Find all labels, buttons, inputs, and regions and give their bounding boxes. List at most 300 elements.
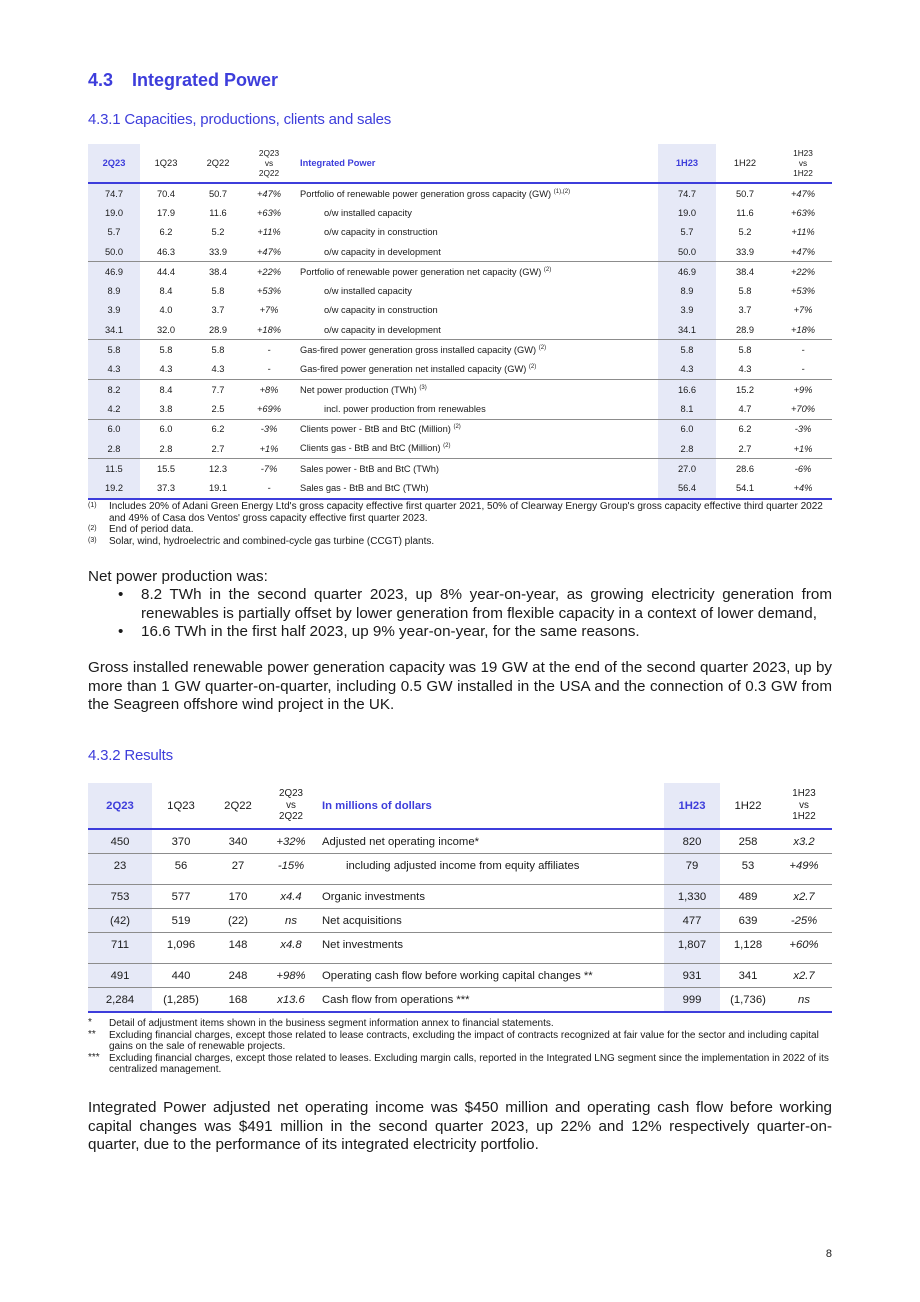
bullet-text: 16.6 TWh in the first half 2023, up 9% year-on-year, for the same reasons. [141, 623, 640, 640]
cell-vs-half: +1% [793, 443, 813, 454]
col-1q23: 1Q23 [154, 158, 178, 168]
footnote [88, 524, 832, 536]
cell-2q22: 12.3 [192, 459, 244, 479]
cell-1h22: 5.8 [738, 286, 752, 297]
cell-1h22: 11.6 [736, 207, 754, 218]
row-label [294, 183, 658, 203]
cell-2q22: 27 [210, 854, 266, 878]
cell-1q23: 2.8 [159, 443, 173, 454]
row-label-text: Gas-fired power generation gross installed capacity (GW) [300, 345, 537, 356]
cell-1h23: 8.1 [658, 399, 716, 419]
row-label-text: o/w capacity in development [324, 246, 441, 257]
footnote-mark: *** [88, 1051, 100, 1063]
table-row [88, 439, 832, 459]
cell-1h23: 4.3 [658, 360, 716, 380]
cell-2q23: 74.7 [88, 183, 140, 203]
cell-1q23: 37.3 [140, 478, 192, 498]
footnote-text: End of period data. [109, 524, 194, 535]
col-1q23: 1Q23 [167, 799, 195, 812]
table-row [88, 203, 832, 222]
table-row [88, 262, 832, 282]
cell-1h23: 50.0 [658, 242, 716, 262]
table-row [88, 933, 832, 957]
cell-1h22: 489 [738, 890, 758, 903]
cell-vs-half: +9% [774, 379, 832, 399]
page-number: 8 [825, 1248, 832, 1260]
row-label: including adjusted income from equity affiliates [316, 854, 664, 878]
vs-mid: vs [286, 799, 296, 811]
cell-1q23: 8.4 [140, 379, 192, 399]
table-row [88, 183, 832, 203]
cell-1q23: 577 [171, 890, 191, 903]
cell-1h23: 1,330 [664, 885, 720, 909]
cell-1h22: (1,736) [720, 988, 776, 1013]
cell-vs-quarter: +47% [256, 246, 282, 257]
footnote-text: Excluding financial charges, except those related to lease contracts, excluding the impact of contracts recognized at fair value for the sector and including capital gains on the sale of renewable projects. [109, 1029, 819, 1052]
cell-2q22: 33.9 [208, 246, 228, 257]
table-row [88, 223, 832, 242]
hvs-bot: 1H22 [793, 168, 813, 178]
cell-1q23: 17.9 [156, 207, 176, 218]
col-2q22: 2Q22 [224, 799, 252, 812]
cell-2q23: 8.9 [88, 281, 140, 300]
col-1h23: 1H23 [678, 799, 706, 812]
cell-vs-half: +53% [790, 286, 816, 297]
col-vs-half [776, 783, 832, 829]
cell-2q23: 753 [88, 885, 152, 909]
cell-2q23: 711 [88, 933, 152, 957]
table-header-row [88, 783, 832, 829]
row-label-text: o/w capacity in construction [324, 305, 438, 316]
cell-1h23: 999 [664, 988, 720, 1013]
cell-2q23: 8.2 [88, 379, 140, 399]
bullet-item [88, 623, 832, 642]
results-table [88, 783, 832, 1013]
cell-1h22: 28.9 [735, 324, 755, 335]
cell-2q23: 19.0 [88, 203, 140, 222]
row-label: Cash flow from operations *** [316, 988, 664, 1013]
cell-1h22: 258 [738, 835, 758, 848]
cell-2q23: 34.1 [88, 320, 140, 340]
cell-1q23: 15.5 [140, 459, 192, 479]
cell-vs-half: +70% [790, 403, 816, 414]
cell-1h22: 4.3 [738, 364, 752, 375]
cell-2q23: 50.0 [88, 242, 140, 262]
table-row [88, 399, 832, 419]
cell-vs-quarter: ns [266, 909, 316, 933]
cell-1h23: 5.8 [658, 340, 716, 360]
cell-1q23: 46.3 [156, 246, 176, 257]
cell-vs-quarter: - [244, 340, 294, 360]
cell-2q23: 2,284 [88, 988, 152, 1013]
footnote-mark: (1) [88, 502, 97, 509]
row-label-text: o/w installed capacity [324, 286, 412, 297]
cell-1h23: 46.9 [658, 262, 716, 282]
cell-2q23: 6.0 [88, 419, 140, 439]
vs-mid: vs [264, 158, 274, 168]
cell-1h23: 3.9 [658, 301, 716, 320]
cell-vs-half: - [774, 340, 832, 360]
cell-1h22: 1,128 [720, 933, 776, 957]
cell-vs-half: +47% [790, 188, 816, 199]
net-power-bullets [88, 586, 832, 642]
cell-2q22: 170 [228, 890, 248, 903]
cell-1q23: 32.0 [156, 324, 176, 335]
cell-1q23: 44.4 [140, 262, 192, 282]
cell-vs-half: +49% [776, 854, 832, 878]
col-vs-quarter [266, 783, 316, 829]
footnote-mark: (3) [88, 536, 97, 544]
cell-vs-half: ns [776, 988, 832, 1013]
cell-vs-quarter: - [267, 364, 271, 375]
cell-2q23: 3.9 [88, 301, 140, 320]
cell-2q23: 5.7 [88, 223, 140, 242]
section-title [88, 70, 278, 91]
row-label-text: o/w installed capacity [324, 207, 412, 218]
cell-1q23: 8.4 [159, 286, 173, 297]
footnote-text: Solar, wind, hydroelectric and combined-cycle gas turbine (CCGT) plants. [109, 535, 435, 547]
cell-1h23: 931 [664, 964, 720, 988]
cell-vs-quarter: +53% [256, 286, 282, 297]
row-label [294, 281, 658, 300]
cell-1h22: 5.2 [738, 227, 752, 238]
table-row [88, 340, 832, 360]
row-label-text: incl. power production from renewables [324, 403, 486, 414]
col-label: In millions of dollars [322, 799, 432, 812]
row-label [294, 223, 658, 242]
row-label [294, 320, 658, 340]
row-label: Operating cash flow before working capital changes ** [322, 969, 593, 982]
cell-2q22: 4.3 [211, 364, 225, 375]
cell-1h22: 6.2 [716, 419, 774, 439]
cell-vs-quarter: -15% [266, 854, 316, 878]
footnote-mark: (2) [88, 525, 97, 532]
cell-1q23: 440 [171, 969, 191, 982]
col-1h23: 1H23 [675, 158, 699, 168]
capacities-table [88, 144, 832, 500]
cell-2q22: 19.1 [192, 478, 244, 498]
row-label-text: Clients power - BtB and BtC (Million) [300, 424, 451, 435]
cell-2q22: 28.9 [208, 324, 228, 335]
footnote [88, 501, 832, 524]
col-vs-half [774, 144, 832, 183]
row-label-text: Sales gas - BtB and BtC (TWh) [300, 483, 429, 494]
cell-2q23: 2.8 [88, 439, 140, 459]
cell-vs-quarter: -7% [244, 459, 294, 479]
cell-1h22: 50.7 [735, 188, 755, 199]
table2-footnotes [88, 1018, 832, 1076]
row-label-text: Gas-fired power generation net installed capacity (GW) [300, 364, 527, 375]
hvs-mid: vs [799, 799, 809, 811]
cell-2q23: 5.8 [88, 340, 140, 360]
row-label-text: o/w capacity in development [324, 324, 441, 335]
cell-vs-half: +18% [790, 324, 816, 335]
subsection-title-1: 4.3.1 Capacities, productions, clients and sales [88, 111, 392, 128]
cell-1h22: 33.9 [735, 246, 755, 257]
cell-2q22: 7.7 [192, 379, 244, 399]
cell-2q23: 23 [88, 854, 152, 878]
footnote [88, 1030, 832, 1053]
cell-1h22: 639 [720, 909, 776, 933]
cell-1h23: 2.8 [658, 439, 716, 459]
cell-vs-half: - [801, 364, 805, 375]
row-label-text: Clients gas - BtB and BtC (Million) [300, 443, 441, 454]
row-label [294, 242, 658, 262]
subsection-title-2: 4.3.2 Results [88, 747, 173, 764]
footnote-ref: (3) [419, 384, 427, 391]
vs-top: 2Q23 [258, 148, 280, 158]
table-row [88, 242, 832, 262]
vs-bot: 2Q22 [258, 168, 280, 178]
cell-1q23: 519 [152, 909, 210, 933]
footnote [88, 1053, 832, 1076]
table-row [88, 478, 832, 498]
net-power-intro: Net power production was: [88, 568, 268, 585]
cell-1h23: 8.9 [658, 281, 716, 300]
cell-1q23: 370 [171, 835, 191, 848]
cell-2q22: 5.8 [192, 340, 244, 360]
row-label-text: Sales power - BtB and BtC (TWh) [300, 463, 439, 474]
cell-vs-quarter: +7% [259, 305, 279, 316]
cell-1h23: 27.0 [658, 459, 716, 479]
bullet-dot-icon: • [118, 586, 124, 603]
cell-1h22: 341 [738, 969, 758, 982]
cell-1q23: 4.3 [159, 364, 173, 375]
cell-vs-half: +11% [791, 227, 815, 238]
footnote-text: Excluding financial charges, except those related to leases. Excluding margin calls, reported in the Integrated LNG segment since the implementation in 2022 of its centralized management. [109, 1052, 829, 1075]
cell-1h22: 3.7 [738, 305, 752, 316]
cell-1q23: 3.8 [159, 403, 173, 414]
table-row [88, 281, 832, 300]
table-spacer [88, 877, 832, 885]
col-vs-quarter [244, 144, 294, 183]
results-table-body [88, 829, 832, 1012]
hvs-mid: vs [798, 158, 808, 168]
row-label-text: Portfolio of renewable power generation gross capacity (GW) [300, 188, 552, 199]
row-label-text: Portfolio of renewable power generation net capacity (GW) [300, 266, 542, 277]
cell-1h22: 38.4 [716, 262, 774, 282]
cell-vs-quarter: +1% [259, 443, 279, 454]
col-1h22: 1H22 [733, 158, 757, 168]
cell-2q22: 5.2 [211, 227, 225, 238]
table-row [88, 909, 832, 933]
vs-bot: 2Q22 [279, 811, 303, 823]
col-2q22: 2Q22 [206, 158, 230, 168]
bullet-text: 8.2 TWh in the second quarter 2023, up 8% year-on-year, as growing electricity generation from renewables is partially offset by lower generation from flexible capacity in a context of lower demand, [141, 586, 832, 622]
cell-2q23: 46.9 [88, 262, 140, 282]
cell-1h23: 56.4 [658, 478, 716, 498]
cell-2q22: 3.7 [211, 305, 225, 316]
cell-vs-half: +47% [790, 246, 816, 257]
cell-vs-half: +7% [793, 305, 813, 316]
footnote-ref: (1),(2) [553, 188, 571, 195]
col-label: Integrated Power [300, 158, 376, 168]
cell-vs-half: -3% [774, 419, 832, 439]
table-row [88, 988, 832, 1013]
table-row [88, 419, 832, 439]
cell-2q22: 5.8 [211, 286, 225, 297]
cell-2q22: 148 [210, 933, 266, 957]
row-label-text: o/w capacity in construction [324, 227, 438, 238]
row-label [294, 301, 658, 320]
cell-1h22: 28.6 [716, 459, 774, 479]
cell-2q22: (22) [210, 909, 266, 933]
hvs-top: 1H23 [793, 148, 813, 158]
footnote-mark: ** [88, 1028, 96, 1040]
cell-vs-quarter: +22% [244, 262, 294, 282]
gross-capacity-paragraph: Gross installed renewable power generation capacity was 19 GW at the end of the second quarter 2023, up by more than 1 GW quarter-on-quarter, including 0.5 GW installed in the USA and the connection of 0.3 GW from the Seagreen offshore wind project in the UK. [88, 659, 832, 713]
row-label [294, 203, 658, 222]
row-label [294, 439, 658, 459]
cell-1q23: 1,096 [152, 933, 210, 957]
cell-2q22: 248 [228, 969, 248, 982]
cell-1h23: 477 [664, 909, 720, 933]
cell-vs-half: +22% [774, 262, 832, 282]
cell-vs-half: -6% [774, 459, 832, 479]
cell-2q23: (42) [88, 909, 152, 933]
row-label [294, 262, 658, 282]
footnote-mark: * [88, 1017, 92, 1028]
table-row [88, 320, 832, 340]
cell-2q23: 491 [88, 964, 152, 988]
cell-2q22: 340 [228, 835, 248, 848]
cell-2q23: 450 [88, 829, 152, 854]
cell-2q22: 168 [210, 988, 266, 1013]
cell-vs-quarter: -3% [244, 419, 294, 439]
cell-vs-quarter: +98% [276, 969, 306, 982]
results-paragraph: Integrated Power adjusted net operating income was $450 million and operating cash flow before working capital changes was $491 million in the second quarter 2023, up 22% and 12% respectively quarter-on-quarter, due to the performance of its integrated electricity portfolio. [88, 1099, 832, 1153]
cell-vs-half: x3.2 [793, 835, 815, 848]
cell-1q23: 56 [152, 854, 210, 878]
cell-2q22: 11.6 [209, 207, 227, 218]
cell-2q23: 11.5 [88, 459, 140, 479]
footnote-ref: (2) [543, 266, 552, 273]
bullet-item [88, 586, 832, 623]
footnote-ref: (2) [538, 344, 547, 351]
cell-2q22: 2.7 [211, 443, 225, 454]
section-number: 4.3 [88, 70, 114, 90]
cell-vs-half: -25% [776, 909, 832, 933]
row-label-text: Net power production (TWh) [300, 384, 417, 395]
cell-2q23: 4.3 [88, 360, 140, 380]
cell-vs-quarter: +69% [256, 403, 282, 414]
cell-1h23: 6.0 [658, 419, 716, 439]
table-row [88, 379, 832, 399]
footnote-ref: (2) [443, 443, 451, 450]
cell-1h23: 19.0 [658, 203, 716, 222]
cell-1h23: 16.6 [658, 379, 716, 399]
cell-1h22: 4.7 [738, 403, 752, 414]
row-label: Organic investments [322, 890, 425, 903]
row-label: Net investments [316, 933, 664, 957]
cell-1q23: 6.2 [159, 227, 173, 238]
cell-vs-half: x2.7 [793, 969, 815, 982]
row-label [294, 379, 658, 399]
table-row [88, 829, 832, 854]
cell-vs-half: +4% [774, 478, 832, 498]
cell-vs-quarter: +63% [256, 207, 282, 218]
cell-vs-quarter: - [244, 478, 294, 498]
cell-1q23: 6.0 [140, 419, 192, 439]
vs-top: 2Q23 [279, 788, 303, 800]
cell-1h23: 74.7 [658, 183, 716, 203]
row-label [294, 360, 658, 380]
cell-1q23: 70.4 [156, 188, 176, 199]
footnote-ref: (2) [528, 364, 537, 371]
cell-vs-quarter: x4.4 [280, 890, 302, 903]
col-1h22: 1H22 [734, 799, 762, 812]
cell-vs-quarter: x4.8 [266, 933, 316, 957]
cell-1h22: 54.1 [716, 478, 774, 498]
cell-1h23: 34.1 [658, 320, 716, 340]
footnote-ref: (2) [453, 424, 461, 431]
footnote-text: Detail of adjustment items shown in the business segment information annex to financial statements. [109, 1018, 554, 1029]
cell-2q22: 38.4 [192, 262, 244, 282]
cell-1h22: 2.7 [738, 443, 752, 454]
row-label [294, 340, 658, 360]
cell-vs-quarter: +8% [244, 379, 294, 399]
row-label: Adjusted net operating income* [322, 835, 480, 848]
bullet-dot-icon: • [118, 623, 124, 640]
cell-vs-half: x2.7 [793, 890, 815, 903]
table-spacer [88, 956, 832, 964]
cell-2q23: 19.2 [88, 478, 140, 498]
cell-vs-half: +60% [776, 933, 832, 957]
cell-1h23: 820 [664, 829, 720, 854]
cell-vs-quarter: +47% [256, 188, 282, 199]
cell-1h22: 15.2 [716, 379, 774, 399]
row-label [294, 419, 658, 439]
table-row [88, 854, 832, 878]
table-header-row [88, 144, 832, 183]
footnote [88, 536, 832, 548]
cell-1h22: 53 [720, 854, 776, 878]
cell-1h23: 5.7 [658, 223, 716, 242]
section-name: Integrated Power [132, 70, 279, 90]
cell-1h23: 79 [664, 854, 720, 878]
footnote-text: Includes 20% of Adani Green Energy Ltd's gross capacity effective first quarter 2021, 50% of Clearway Energy Group's gross capacity effective third quarter 2022 and 49% of Casa dos Ventos' gross capacity effective first quarter 2023. [109, 501, 823, 524]
footnote [88, 1018, 832, 1030]
table-row [88, 964, 832, 988]
table-row [88, 360, 832, 380]
cell-vs-half: +63% [790, 207, 816, 218]
col-2q23: 2Q23 [106, 799, 134, 812]
cell-2q22: 2.5 [211, 403, 225, 414]
row-label: Net acquisitions [316, 909, 664, 933]
cell-1q23: 4.0 [159, 305, 173, 316]
cell-2q22: 50.7 [208, 188, 228, 199]
row-label [294, 478, 658, 498]
table-row [88, 885, 832, 909]
cell-1h23: 1,807 [664, 933, 720, 957]
cell-1h22: 5.8 [716, 340, 774, 360]
hvs-top: 1H23 [792, 788, 816, 800]
cell-1q23: 5.8 [140, 340, 192, 360]
hvs-bot: 1H22 [792, 811, 816, 823]
cell-1q23: (1,285) [152, 988, 210, 1013]
cell-2q22: 6.2 [192, 419, 244, 439]
col-2q23: 2Q23 [102, 158, 126, 168]
cell-vs-quarter: x13.6 [266, 988, 316, 1013]
table-row [88, 301, 832, 320]
cell-vs-quarter: +11% [257, 227, 281, 238]
table-row [88, 459, 832, 479]
cell-vs-quarter: +32% [276, 835, 306, 848]
cell-2q23: 4.2 [88, 399, 140, 419]
cell-vs-quarter: +18% [256, 324, 282, 335]
row-label [294, 399, 658, 419]
table1-footnotes [88, 501, 832, 547]
